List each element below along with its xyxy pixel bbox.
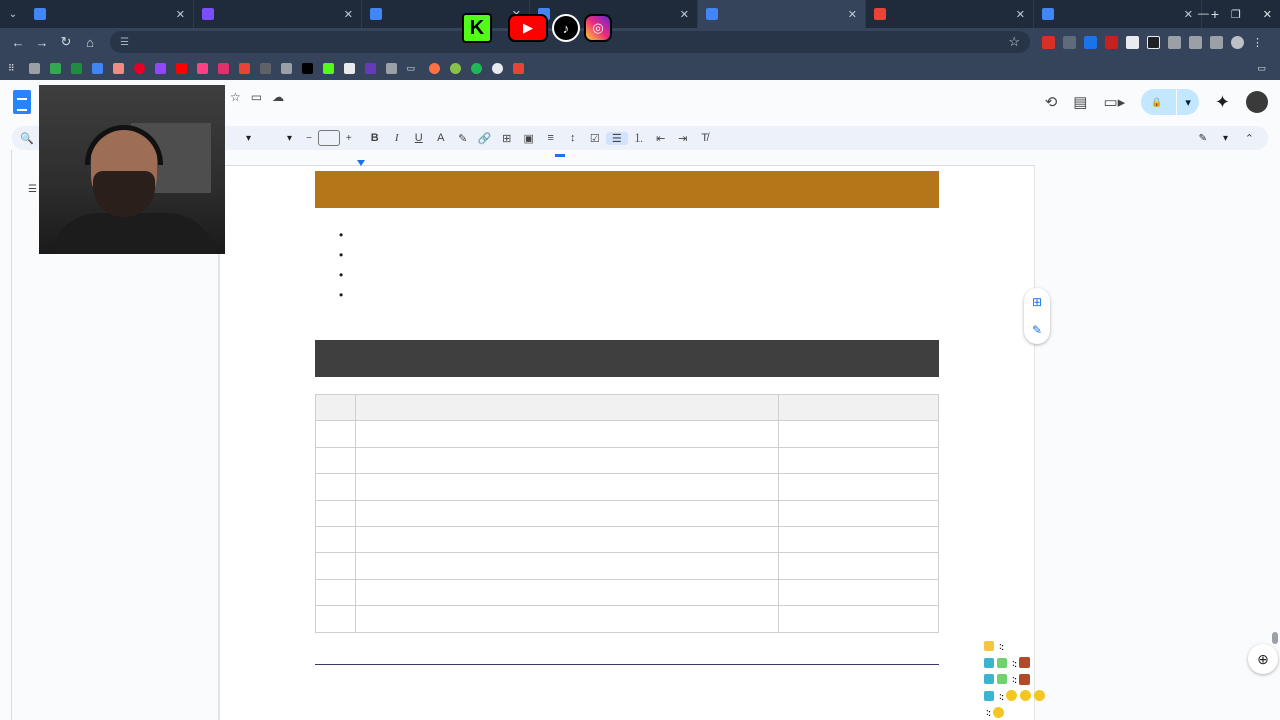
reading-list-icon[interactable] <box>1189 36 1202 49</box>
bookmark-icon[interactable] <box>197 63 208 74</box>
table-row[interactable] <box>316 553 939 579</box>
tiktok-logo-icon: ♪ <box>552 14 580 42</box>
bookmark-icon[interactable] <box>29 63 40 74</box>
decrease-indent-icon[interactable]: ⇤ <box>656 132 666 145</box>
bookmark-icon[interactable] <box>50 63 61 74</box>
scrollbar-thumb[interactable] <box>1272 632 1278 644</box>
pdf-extension-icon[interactable] <box>1105 36 1118 49</box>
browser-tab[interactable] <box>194 0 362 28</box>
table-row[interactable] <box>316 579 939 605</box>
bullet-icon: • <box>339 248 344 262</box>
all-bookmarks[interactable] <box>1257 63 1270 74</box>
bullet-icon: • <box>339 288 344 302</box>
cloud-status-icon[interactable]: ☁ <box>272 90 285 104</box>
chevron-down-icon: ▾ <box>246 132 252 144</box>
bookmark-icon[interactable] <box>92 63 103 74</box>
extensions-row <box>1042 36 1265 49</box>
bookmark-icon[interactable] <box>429 63 440 74</box>
version-history-icon[interactable]: ⟲ <box>1044 94 1058 111</box>
text-color-icon[interactable]: A <box>437 132 445 144</box>
bullet-icon: • <box>339 268 344 282</box>
window-controls <box>1198 0 1272 28</box>
insert-link-icon[interactable]: 🔗 <box>477 132 492 145</box>
move-folder-icon[interactable]: ▭ <box>250 90 263 104</box>
cell-num <box>316 447 356 473</box>
cell-who <box>779 500 939 526</box>
search-menus-icon[interactable]: 🔍 <box>20 132 34 145</box>
cell-action <box>356 421 779 447</box>
cell-action <box>356 474 779 500</box>
streamer-beard <box>93 171 155 217</box>
underline-icon[interactable]: U <box>414 132 423 144</box>
chat-badge-icon <box>984 691 994 701</box>
browser-tab[interactable] <box>1034 0 1202 28</box>
line-spacing-icon[interactable]: ↕ <box>570 132 576 144</box>
chat-badge-icon <box>984 674 994 684</box>
chat-message <box>984 704 1224 720</box>
chat-message <box>984 655 1224 672</box>
cell-who <box>779 526 939 552</box>
pinterest-bookmark-icon[interactable] <box>134 63 145 74</box>
clear-formatting-icon[interactable]: T̸ <box>701 132 709 144</box>
webcam-overlay <box>39 85 225 254</box>
doc-title-actions <box>230 90 284 104</box>
reload-icon[interactable]: ↻ <box>60 34 72 49</box>
table-row[interactable] <box>316 474 939 500</box>
font-size-input[interactable] <box>318 130 340 146</box>
downloads-icon[interactable] <box>1210 36 1223 49</box>
cell-action <box>356 500 779 526</box>
checklist-icon[interactable]: ☑ <box>589 132 600 145</box>
apps-shortcut[interactable] <box>8 63 19 74</box>
list-item[interactable] <box>339 227 929 244</box>
browser-tab[interactable] <box>866 0 1034 28</box>
list-item[interactable] <box>339 287 929 304</box>
bookmark-icon[interactable] <box>71 63 82 74</box>
first-line-indent-marker[interactable] <box>555 154 565 157</box>
cell-who <box>779 606 939 632</box>
bulleted-list-icon[interactable]: ☰ <box>606 132 628 145</box>
cell-num <box>316 500 356 526</box>
tab-close-icon[interactable]: ✕ <box>175 8 185 21</box>
bookmark-icon[interactable] <box>386 63 397 74</box>
browser-tab[interactable] <box>26 0 194 28</box>
suggest-edit-icon[interactable]: ✎ <box>1031 323 1043 337</box>
column-header-num <box>316 395 356 421</box>
forward-arrow-icon[interactable]: → <box>35 34 49 50</box>
highlight-icon[interactable]: ✎ <box>458 132 468 145</box>
table-header-row <box>316 395 939 421</box>
gemini-sparkle-icon[interactable]: ✦ <box>1214 91 1230 112</box>
browser-tab-strip <box>0 0 1280 28</box>
list-item[interactable] <box>339 267 929 284</box>
youtube-logo-icon: ▶ <box>508 14 548 42</box>
numbered-list-icon[interactable]: ⒈ <box>633 133 645 145</box>
minimize-icon[interactable]: — <box>1197 8 1209 20</box>
streamer-body <box>49 213 217 254</box>
cell-who <box>779 553 939 579</box>
tab-search-icon[interactable]: ⌄ <box>8 8 18 20</box>
profile-avatar-icon[interactable] <box>1231 36 1244 49</box>
new-tab-plus-icon[interactable]: + <box>1210 6 1220 22</box>
tab-close-icon[interactable]: ✕ <box>1183 8 1193 21</box>
bookmark-icon[interactable] <box>344 63 355 74</box>
wheel-favicon-icon <box>1042 8 1054 20</box>
chat-badge-icon <box>984 641 994 651</box>
add-comment-icon[interactable]: ⊞ <box>1031 295 1043 309</box>
songbattle-favicon-icon <box>202 8 214 20</box>
bookmark-icon[interactable] <box>260 63 271 74</box>
cell-num <box>316 526 356 552</box>
tab-close-icon[interactable]: ✕ <box>847 8 857 21</box>
share-button[interactable] <box>1141 89 1199 115</box>
laughing-emote-icon <box>1006 690 1017 701</box>
adblock-extension-icon[interactable] <box>1042 36 1055 49</box>
bookmark-icon[interactable] <box>492 63 503 74</box>
horizontal-ruler <box>219 152 1035 166</box>
column-header-action <box>356 395 779 421</box>
bookmarks-bar <box>0 56 1280 80</box>
chat-message <box>984 688 1224 705</box>
collapse-menus-icon[interactable]: ⌃ <box>1244 132 1254 145</box>
back-arrow-icon[interactable]: ← <box>11 34 25 50</box>
cell-num <box>316 606 356 632</box>
cell-action <box>356 526 779 552</box>
browser-tab-active[interactable] <box>698 0 866 28</box>
emote-icon <box>1019 657 1030 668</box>
chat-text: : <box>1013 674 1016 685</box>
table-row[interactable] <box>316 447 939 473</box>
extension-icon[interactable] <box>1126 36 1139 49</box>
laughing-emote-icon <box>993 707 1004 718</box>
round-checklist-table <box>315 394 939 633</box>
google-favicon-icon <box>874 8 886 20</box>
folder-icon: ▭ <box>406 62 416 73</box>
share-dropdown-icon[interactable]: ▾ <box>1185 96 1191 109</box>
extension-icon[interactable] <box>1147 36 1160 49</box>
chevron-down-icon: ▾ <box>287 132 293 144</box>
puzzle-extensions-icon[interactable] <box>1168 36 1181 49</box>
chat-text: : <box>1000 690 1003 701</box>
meet-camera-icon[interactable]: ▭▸ <box>1103 94 1126 111</box>
youtube-bookmark-icon[interactable] <box>176 63 187 74</box>
kick-logo-icon: K <box>462 13 492 43</box>
chat-text: : <box>1013 657 1016 668</box>
cell-num <box>316 579 356 605</box>
chat-badge-icon <box>997 674 1007 684</box>
folder-icon: ▭ <box>1257 62 1266 73</box>
site-info-icon[interactable]: ☰ <box>120 36 129 48</box>
font-family-select[interactable] <box>265 133 292 144</box>
tab-close-icon[interactable]: ✕ <box>1015 8 1025 21</box>
address-bar-row <box>0 28 1280 56</box>
wheel-favicon-icon <box>34 8 46 20</box>
list-item[interactable] <box>339 247 929 264</box>
extension-icon[interactable] <box>1084 36 1097 49</box>
emote-icon <box>1019 674 1030 685</box>
font-size-control <box>306 130 352 146</box>
table-row[interactable] <box>316 606 939 632</box>
editing-mode-select[interactable] <box>1199 133 1228 144</box>
home-icon[interactable]: ⌂ <box>86 34 94 50</box>
stream-chat-overlay <box>984 638 1224 720</box>
others-folder[interactable] <box>407 63 420 74</box>
docs-favicon-icon <box>706 8 718 20</box>
bookmark-icon[interactable] <box>471 63 482 74</box>
cell-who <box>779 474 939 500</box>
payouts-heading <box>315 171 939 208</box>
bookmark-icon[interactable] <box>365 63 376 74</box>
table-row[interactable] <box>316 421 939 447</box>
cell-num <box>316 474 356 500</box>
table-row[interactable] <box>316 500 939 526</box>
bold-icon[interactable]: B <box>370 132 379 144</box>
comments-icon[interactable]: ▤ <box>1073 94 1088 111</box>
column-header-who <box>779 395 939 421</box>
share-divider <box>1176 89 1177 115</box>
chat-message <box>984 638 1224 655</box>
chat-message <box>984 671 1224 688</box>
table-row[interactable] <box>316 526 939 552</box>
laughing-emote-icon <box>1034 690 1045 701</box>
chevron-down-icon: ▾ <box>1222 132 1228 144</box>
bookmark-star-icon[interactable]: ☆ <box>1008 34 1020 49</box>
bookmark-icon[interactable] <box>513 63 524 74</box>
laughing-emote-icon <box>1020 690 1031 701</box>
cell-action <box>356 447 779 473</box>
restore-icon[interactable]: ❐ <box>1230 8 1241 21</box>
explore-icon[interactable]: ⊕ <box>1248 644 1278 674</box>
instagram-logo-icon: ◎ <box>584 14 612 42</box>
decrease-size-icon[interactable]: − <box>306 132 312 144</box>
increase-size-icon[interactable]: + <box>345 132 352 144</box>
instagram-bookmark-icon[interactable] <box>218 63 229 74</box>
chat-text: : <box>1000 641 1003 652</box>
stream-social-overlay <box>462 10 616 46</box>
add-comment-icon[interactable]: ⊞ <box>502 132 512 145</box>
cell-action <box>356 553 779 579</box>
align-icon[interactable]: ≡ <box>547 132 554 144</box>
kick-bookmark-icon[interactable] <box>323 63 334 74</box>
outline-toggle-icon[interactable]: ☰ <box>28 184 37 195</box>
insert-image-icon[interactable]: ▣ <box>523 132 534 145</box>
docs-logo-icon[interactable] <box>13 90 31 114</box>
bookmark-icon[interactable] <box>113 63 124 74</box>
docs-favicon-icon <box>370 8 382 20</box>
extension-icon[interactable] <box>1063 36 1076 49</box>
bookmark-icon[interactable] <box>281 63 292 74</box>
bookmark-icon[interactable] <box>239 63 250 74</box>
vertical-ruler <box>0 150 12 720</box>
window-close-icon[interactable]: ✕ <box>1262 8 1272 21</box>
increase-indent-icon[interactable]: ⇥ <box>678 132 688 145</box>
floating-comment-tools <box>1024 288 1050 344</box>
cell-who <box>779 447 939 473</box>
cell-action <box>356 606 779 632</box>
paragraph-style-select[interactable] <box>232 133 251 144</box>
bullet-icon: • <box>339 228 344 242</box>
chrome-menu-icon[interactable]: ⋮ <box>1252 36 1263 49</box>
x-bookmark-icon[interactable] <box>302 63 313 74</box>
tab-close-icon[interactable]: ✕ <box>343 8 353 21</box>
lock-icon: 🔒 <box>1151 96 1163 107</box>
payouts-list <box>339 227 929 307</box>
apps-grid-icon: ⠿ <box>8 62 15 73</box>
cell-action <box>356 579 779 605</box>
header-actions <box>1045 89 1268 115</box>
checklist-heading <box>315 340 939 377</box>
chat-badge-icon <box>984 658 994 668</box>
cell-who <box>779 579 939 605</box>
tab-close-icon[interactable]: ✕ <box>679 8 689 21</box>
cell-num <box>316 421 356 447</box>
chat-text: : <box>987 707 990 718</box>
footer-divider <box>315 664 939 665</box>
account-avatar[interactable] <box>1246 91 1268 113</box>
bookmark-icon[interactable] <box>450 63 461 74</box>
cell-num <box>316 553 356 579</box>
pencil-icon: ✎ <box>1198 132 1207 144</box>
star-icon[interactable]: ☆ <box>230 90 241 104</box>
twitch-bookmark-icon[interactable] <box>155 63 166 74</box>
chat-badge-icon <box>997 658 1007 668</box>
cell-who <box>779 421 939 447</box>
italic-icon[interactable]: I <box>394 132 399 144</box>
